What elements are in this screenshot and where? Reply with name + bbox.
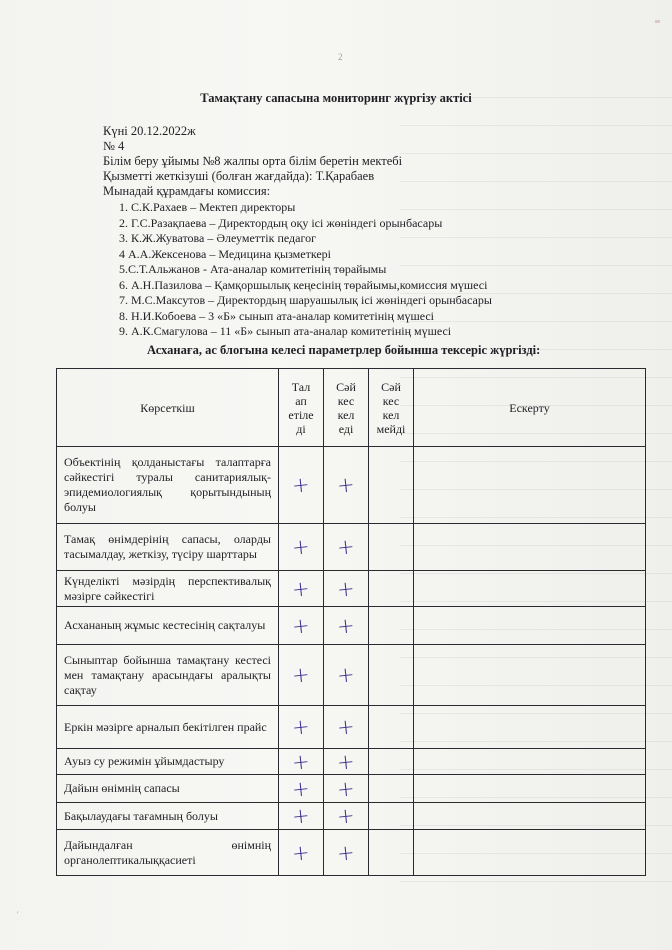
table-row (57, 607, 646, 645)
noncompliant-cell (369, 749, 414, 775)
commission-intro: Мынадай құрамдағы комиссия: (103, 184, 271, 198)
member-item: 5.С.Т.Альжанов - Ата-аналар комитетінің төрайымы (119, 262, 387, 276)
table-row (57, 447, 646, 524)
indicator-cell: Тамақ өнімдерінің сапасы, оларды тасымалдау, жеткізу, түсіру шарттары (57, 524, 279, 571)
page-number: 2 (338, 52, 343, 62)
commission-members (119, 200, 492, 340)
compliant-mark: + (324, 706, 369, 749)
check-heading: Асханаға, ас блогына келесі параметрлер бойынша тексеріс жүргізді: (147, 343, 541, 357)
noncompliant-cell (369, 524, 414, 571)
table-row (57, 775, 646, 803)
indicator-cell: Бақылаудағы тағамның болуы (57, 803, 279, 830)
compliant-mark: + (324, 645, 369, 706)
note-cell (414, 645, 646, 706)
required-mark: + (279, 803, 324, 830)
member-item: 1. С.К.Рахаев – Мектеп директоры (119, 200, 296, 214)
indicator-cell: Ауыз су режимін ұйымдастыру (57, 749, 279, 775)
required-mark: + (279, 645, 324, 706)
required-mark: + (279, 447, 324, 524)
member-item: 9. А.К.Смагулова – 11 «Б» сынып ата-аналар комитетінің мүшесі (119, 324, 452, 338)
document-title: Тамақтану сапасына мониторинг жүргізу актісі (200, 91, 472, 105)
compliant-mark: + (324, 803, 369, 830)
note-cell (414, 706, 646, 749)
table-row (57, 645, 646, 706)
required-mark: + (279, 571, 324, 607)
indicator-cell: Дайын өнімнің сапасы (57, 775, 279, 803)
required-mark: + (279, 775, 324, 803)
table-row (57, 749, 646, 775)
note-cell (414, 607, 646, 645)
header-block (103, 124, 402, 199)
required-mark: + (279, 706, 324, 749)
member-item: 2. Г.С.Разақпаева – Директордың оқу ісі жөніндегі орынбасары (119, 215, 443, 230)
note-cell (414, 803, 646, 830)
note-cell (414, 524, 646, 571)
noncompliant-cell (369, 607, 414, 645)
noncompliant-cell (369, 571, 414, 607)
indicator-cell: Еркін мәзірге арналып бекітілген прайс (57, 706, 279, 749)
table-row (57, 571, 646, 607)
compliant-mark: + (324, 571, 369, 607)
date-line: Күні 20.12.2022ж (103, 124, 196, 138)
note-cell (414, 830, 646, 876)
scan-mark: ′ (17, 910, 19, 919)
compliant-mark: + (324, 749, 369, 775)
noncompliant-cell (369, 645, 414, 706)
compliant-mark: + (324, 524, 369, 571)
member-item: 4 А.А.Жексенова – Медицина қызметкері (119, 246, 332, 261)
member-item: 3. К.Ж.Жуватова – Әлеуметтік педагог (119, 231, 317, 245)
header-compliant: Сәй кес кел еді (324, 369, 369, 447)
compliant-mark: + (324, 830, 369, 876)
required-mark: + (279, 749, 324, 775)
note-cell (414, 447, 646, 524)
noncompliant-cell (369, 830, 414, 876)
indicator-cell: Дайындалған өнімнің органолептикалыққасиеті (57, 830, 279, 876)
note-cell (414, 775, 646, 803)
header-indicator: Көрсеткіш (57, 369, 279, 447)
required-mark: + (279, 830, 324, 876)
inspection-table (56, 368, 646, 876)
supplier-line: Қызметті жеткізуші (болған жағдайда): Т.Қарабаев (103, 169, 375, 183)
table-row (57, 830, 646, 876)
table-row (57, 803, 646, 830)
table-row (57, 706, 646, 749)
header-note: Ескерту (414, 369, 646, 447)
compliant-mark: + (324, 447, 369, 524)
note-cell (414, 571, 646, 607)
scan-speck (655, 20, 660, 23)
note-cell (414, 749, 646, 775)
member-item: 7. М.С.Максутов – Директордың шаруашылық ісі жөніндегі орынбасары (119, 293, 492, 307)
member-item: 8. Н.И.Кобоева – 3 «Б» сынып ата-аналар комитетінің мүшесі (119, 308, 435, 323)
noncompliant-cell (369, 775, 414, 803)
member-item: 6. А.Н.Пазилова – Қамқоршылық кеңесінің төрайымы,комиссия мүшесі (119, 277, 488, 292)
indicator-cell: Күнделікті мәзірдің перспективалық мәзірге сәйкестігі (57, 571, 279, 607)
number-line: № 4 (103, 139, 125, 153)
compliant-mark: + (324, 775, 369, 803)
indicator-cell: Асхананың жұмыс кестесінің сақталуы (57, 607, 279, 645)
organization-line: Білім беру ұйымы №8 жалпы орта білім беретін мектебі (103, 154, 403, 168)
noncompliant-cell (369, 706, 414, 749)
indicator-cell: Сыныптар бойынша тамақтану кестесі мен тамақтану арасындағы аралықты сақтау (57, 645, 279, 706)
header-noncompliant: Сәй кес кел мейді (369, 369, 414, 447)
noncompliant-cell (369, 447, 414, 524)
required-mark: + (279, 524, 324, 571)
required-mark: + (279, 607, 324, 645)
noncompliant-cell (369, 803, 414, 830)
table-row (57, 524, 646, 571)
indicator-cell: Объектінің қолданыстағы талаптарға сәйкестігі туралы санитариялық-эпидемиологиялық қорытындының болуы (57, 447, 279, 524)
header-required: Тал ап етіле ді (279, 369, 324, 447)
compliant-mark: + (324, 607, 369, 645)
